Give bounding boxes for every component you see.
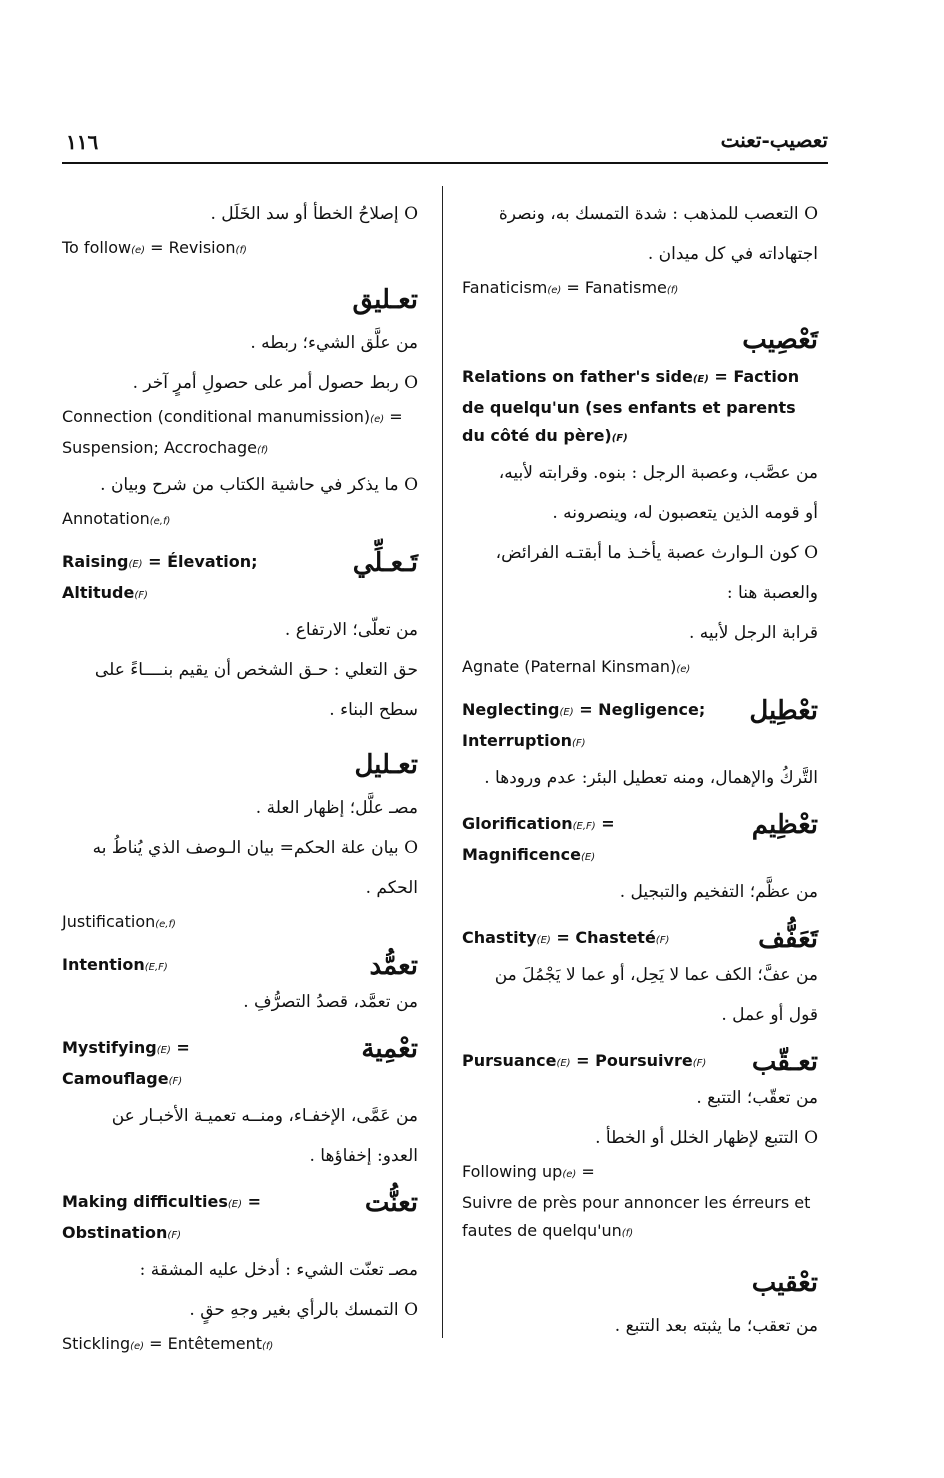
arabic-definition: O بيان علة الحكم= بيان الـوصف الذي يُناطُ به — [92, 838, 418, 858]
arabic-definition: O التتبع لإظهار الخلل أو الخطأ . — [595, 1128, 818, 1148]
term-text: Following up — [462, 1162, 563, 1181]
english-translation — [62, 505, 418, 536]
language-tag: (E) — [692, 374, 709, 385]
entry-headword: تعْمِية — [361, 1034, 418, 1064]
term-text: = — [576, 1162, 595, 1181]
arabic-definition: من تعمَّد، قصدُ التصرُّفِ . — [243, 992, 418, 1012]
term-text: To follow — [62, 238, 132, 257]
language-tag: (F) — [134, 590, 148, 601]
arabic-definition: O التمسك بالرأي بغير وجهِ حقٍ . — [189, 1300, 418, 1320]
arabic-definition: مصـ تعنّت الشيء : أدخل عليه المشقة : — [139, 1260, 418, 1280]
language-tag: (E) — [556, 1058, 571, 1069]
term-text: Agnate (Paternal Kinsman) — [462, 657, 677, 676]
language-tag: (E) — [580, 852, 596, 863]
term-text: Relations on father's side — [462, 367, 693, 386]
english-translation — [62, 234, 418, 265]
arabic-definition: العدو: إخفاؤها . — [309, 1146, 418, 1166]
english-translation — [462, 1189, 818, 1248]
language-tag: (E) — [559, 707, 574, 718]
language-tag: (f) — [235, 245, 247, 256]
entry-row — [62, 548, 418, 610]
entry-headword: تعْطِيل — [749, 696, 818, 726]
arabic-definition: O التعصب للمذهب : شدة التمسك به، ونصرة — [498, 204, 818, 224]
right-column — [462, 194, 818, 1346]
term-text: = Fanatisme — [561, 278, 667, 297]
arabic-definition: O إصلاحُ الخطأ أو سد الخَلَل . — [210, 204, 418, 224]
term-text: Glorification — [462, 814, 573, 833]
term-text: = Poursuivre — [570, 1051, 693, 1070]
term-text: Intention — [62, 955, 145, 974]
arabic-definition: من عصَّب، وعصبة الرجل : بنوه. وقرابته لأبيه، — [498, 463, 818, 483]
page-header — [62, 128, 828, 164]
language-tag: (e) — [676, 664, 691, 675]
language-tag: (e,f) — [149, 516, 171, 527]
arabic-definition: من عظَّم؛ التفخيم والتبجيل . — [619, 882, 818, 902]
term-text: = Élevation; Altitude — [62, 552, 258, 602]
arabic-definition: حق التعلي : حـق الشخص أن يقيم بنــــاءً على — [94, 660, 418, 680]
entry-headword: تعنُّت — [364, 1188, 418, 1218]
english-translation — [462, 1158, 818, 1189]
term-text: Annotation — [62, 509, 150, 528]
arabic-definition: من تعقب؛ ما يثبته بعد التتبع . — [614, 1316, 818, 1336]
arabic-definition: O كون الـوارث عصبة يأخـذ ما أبقتـه الفرائض، — [495, 543, 818, 563]
entry-headword: تَـعـلِّي — [352, 548, 418, 578]
term-text: Mystifying — [62, 1038, 157, 1057]
language-tag: (f) — [262, 1341, 274, 1352]
entry-headword: تعـقّب — [751, 1047, 818, 1077]
term-text: = Negligence; Interruption — [462, 700, 706, 750]
term-text: = Chasteté — [550, 928, 656, 947]
entry-headword: تعـليق — [352, 285, 418, 315]
arabic-definition: قول أو عمل . — [721, 1005, 818, 1025]
language-tag: (E,F) — [572, 821, 596, 832]
language-tag: (F) — [168, 1076, 183, 1087]
language-tag: (e) — [370, 414, 385, 425]
language-tag: (F) — [167, 1230, 181, 1241]
term-text: Suivre de près pour annoncer les érreurs et fautes de quelqu'un — [462, 1193, 811, 1240]
term-text: Making difficulties — [62, 1192, 228, 1211]
left-column — [62, 194, 418, 1361]
language-tag: (E) — [128, 559, 143, 570]
english-translation — [462, 274, 818, 305]
page-number: ١١٦ — [66, 130, 99, 154]
entry-headword: تعْقيب — [751, 1268, 818, 1298]
term-text: = Camouflage — [62, 1038, 190, 1088]
term-text: = Revision — [145, 238, 236, 257]
language-tag: (e) — [130, 1341, 145, 1352]
arabic-definition: التَّركُ والإهمال، ومنه تعطيل البئر: عدم ورودها . — [484, 768, 818, 788]
entry-row — [62, 1034, 418, 1096]
language-tag: (f) — [256, 445, 269, 456]
term-text: Fanaticism — [462, 278, 548, 297]
term-text: = Entêtement — [144, 1334, 262, 1353]
language-tag: (F) — [692, 1058, 707, 1069]
entry-row — [462, 924, 818, 955]
language-tag: (F) — [571, 738, 586, 749]
english-translation — [462, 653, 818, 684]
language-tag: (e,f) — [155, 919, 176, 930]
term-text: Connection (conditional manumission) — [62, 407, 371, 426]
language-tag: (e) — [562, 1169, 577, 1180]
entry-row — [62, 1188, 418, 1250]
arabic-definition: سطح البناء . — [329, 700, 418, 720]
english-translation — [62, 1330, 418, 1361]
arabic-definition: الحكم . — [365, 878, 418, 898]
english-translation — [62, 908, 418, 939]
language-tag: (E) — [156, 1045, 171, 1056]
entry-headword: تَعَفُّف — [758, 924, 818, 954]
arabic-definition: قرابة الرجل لأبيه . — [688, 623, 818, 643]
term-text: Neglecting — [462, 700, 560, 719]
arabic-definition: من عفَّ؛ الكف عما لا يَحِل، أو عما لا يَجْمُلَ من — [494, 965, 818, 985]
arabic-definition: من علَّق الشيء؛ ربطه . — [250, 333, 418, 353]
arabic-definition: من تعلّى؛ الارتفاع . — [284, 620, 418, 640]
entry-headword: تعـليل — [354, 750, 418, 780]
term-text: Raising — [62, 552, 129, 571]
language-tag: (F) — [655, 935, 670, 946]
term-text: Justification — [62, 912, 156, 931]
arabic-definition: O ما يذكر في حاشية الكتاب من شرح وبيان . — [100, 475, 418, 495]
arabic-definition: مصـ علَّل؛ إظهار العلة . — [255, 798, 418, 818]
entry-row — [462, 1047, 818, 1078]
language-tag: (E,F) — [144, 962, 168, 973]
arabic-definition: والعصبة هنا : — [726, 583, 818, 603]
entry-row — [462, 696, 818, 758]
term-text: = Obstination — [62, 1192, 262, 1242]
language-tag: (F) — [611, 433, 628, 444]
arabic-definition: أو قومه الذين يتعصبون له، وينصرونه . — [552, 503, 818, 523]
term-text: = Magnificence — [462, 814, 615, 864]
entry-headword: تَعْصِيب — [742, 325, 818, 355]
language-tag: (E) — [227, 1199, 243, 1210]
arabic-definition: من عَمَّى، الإخفـاء، ومنــه تعميـة الأخبـار عن — [111, 1106, 418, 1126]
language-tag: (f) — [621, 1228, 634, 1239]
term-text: Stickling — [62, 1334, 131, 1353]
entry-headword: تعمُّد — [369, 951, 418, 981]
language-tag: (e) — [131, 245, 146, 256]
bold-translation — [462, 363, 818, 453]
column-divider — [442, 186, 443, 1338]
term-text: = Suspension; Accrochage — [62, 407, 403, 457]
arabic-definition: من تعقّب؛ التتبع . — [696, 1088, 818, 1108]
arabic-definition: اجتهاداته في كل ميدان . — [647, 244, 818, 264]
entry-row — [462, 810, 818, 872]
term-text: Pursuance — [462, 1051, 557, 1070]
term-text: Chastity — [462, 928, 537, 947]
entry-headword: تعْظِيم — [751, 810, 818, 840]
bold-translation — [62, 951, 418, 982]
language-tag: (f) — [666, 285, 679, 296]
english-translation — [62, 403, 418, 465]
running-head: تعصيب-تعنت — [720, 128, 828, 152]
arabic-definition: O ربط حصول أمر على حصولِ أمرٍ آخر . — [132, 373, 418, 393]
entry-row — [62, 951, 418, 982]
term-text: = Faction de quelqu'un (ses enfants et parents du côté du père) — [462, 367, 800, 445]
language-tag: (e) — [547, 285, 562, 296]
language-tag: (E) — [536, 935, 551, 946]
